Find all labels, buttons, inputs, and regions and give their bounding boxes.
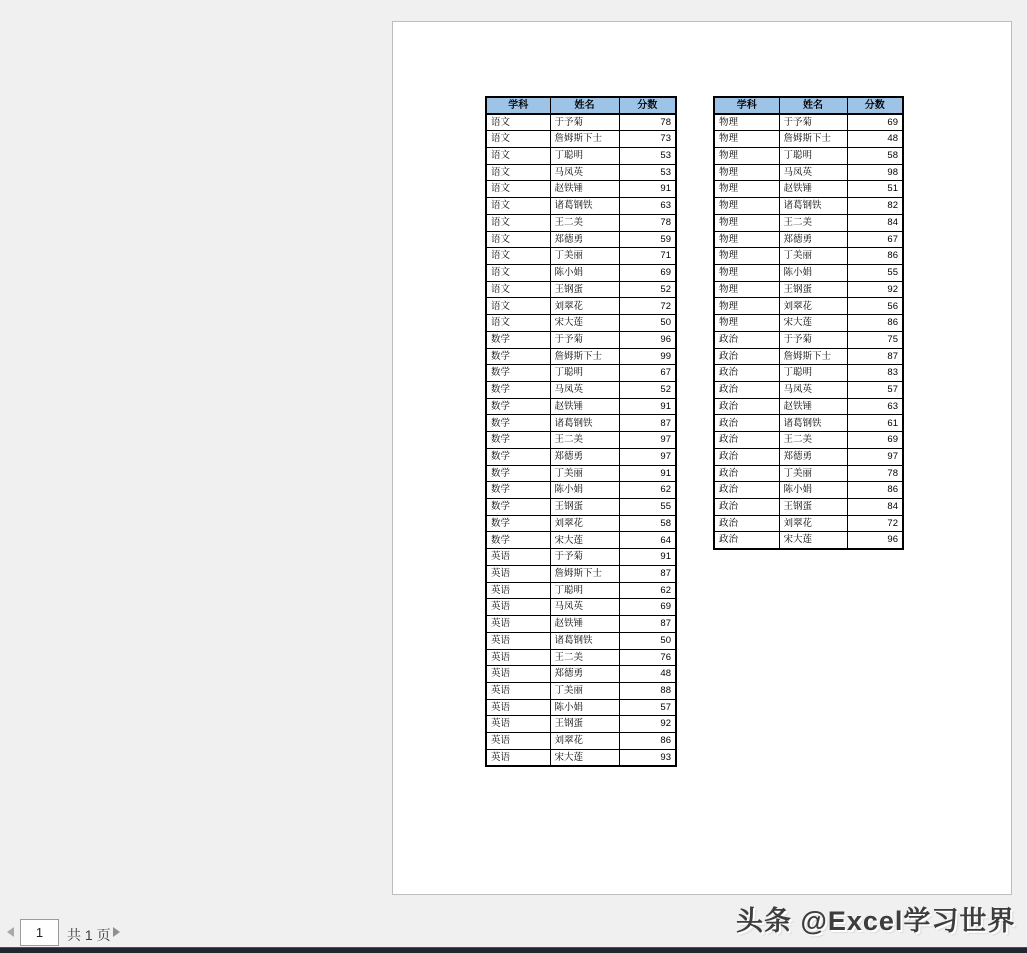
name-cell: 陈小娟	[550, 264, 619, 281]
table-row	[714, 131, 903, 148]
subject-cell: 政治	[714, 515, 779, 532]
subject-cell: 语文	[486, 131, 550, 148]
name-cell: 刘翠花	[779, 298, 847, 315]
name-cell: 王二美	[550, 432, 619, 449]
subject-cell: 政治	[714, 448, 779, 465]
table-row	[486, 198, 676, 215]
table-row	[486, 549, 676, 566]
subject-cell: 语文	[486, 181, 550, 198]
name-cell: 王钢蛋	[550, 281, 619, 298]
score-cell: 53	[619, 164, 676, 181]
table-row	[714, 365, 903, 382]
page-number-input[interactable]	[20, 919, 59, 946]
table-row	[486, 616, 676, 633]
score-cell: 72	[619, 298, 676, 315]
subject-cell: 语文	[486, 231, 550, 248]
table-row	[486, 682, 676, 699]
score-cell: 78	[847, 465, 903, 482]
name-cell: 王二美	[550, 649, 619, 666]
subject-cell: 英语	[486, 616, 550, 633]
name-cell: 诸葛钢铁	[779, 415, 847, 432]
name-cell: 马凤英	[550, 164, 619, 181]
table-row	[486, 733, 676, 750]
score-cell: 69	[847, 432, 903, 449]
score-cell: 97	[619, 448, 676, 465]
header-row	[714, 97, 903, 114]
score-cell: 48	[847, 131, 903, 148]
table-row	[714, 415, 903, 432]
name-cell: 宋大莲	[550, 749, 619, 766]
subject-cell: 数学	[486, 348, 550, 365]
subject-cell: 语文	[486, 164, 550, 181]
name-cell: 马凤英	[550, 599, 619, 616]
subject-cell: 物理	[714, 214, 779, 231]
name-cell: 于予菊	[779, 114, 847, 131]
name-cell: 郑德勇	[779, 448, 847, 465]
column-header: 分数	[619, 97, 676, 114]
score-cell: 87	[847, 348, 903, 365]
table-row	[714, 114, 903, 131]
subject-cell: 物理	[714, 114, 779, 131]
name-cell: 宋大莲	[550, 532, 619, 549]
table-row	[486, 649, 676, 666]
name-cell: 詹姆斯下士	[779, 348, 847, 365]
score-cell: 97	[847, 448, 903, 465]
score-cell: 97	[619, 432, 676, 449]
table-row	[486, 298, 676, 315]
score-cell: 73	[619, 131, 676, 148]
name-cell: 王二美	[779, 214, 847, 231]
column-header: 学科	[486, 97, 550, 114]
score-cell: 87	[619, 415, 676, 432]
subject-cell: 英语	[486, 582, 550, 599]
subject-cell: 数学	[486, 415, 550, 432]
page-navigator	[0, 916, 260, 948]
subject-cell: 物理	[714, 248, 779, 265]
name-cell: 刘翠花	[550, 515, 619, 532]
table-row	[714, 281, 903, 298]
watermark-text: 头条 @Excel学习世界	[736, 906, 1016, 936]
name-cell: 王钢蛋	[550, 716, 619, 733]
score-cell: 62	[619, 482, 676, 499]
name-cell: 丁聪明	[550, 582, 619, 599]
score-table-left	[485, 96, 677, 767]
score-cell: 92	[847, 281, 903, 298]
subject-cell: 数学	[486, 432, 550, 449]
subject-cell: 语文	[486, 315, 550, 332]
name-cell: 赵铁锤	[779, 398, 847, 415]
name-cell: 于予菊	[550, 114, 619, 131]
table-row	[486, 331, 676, 348]
subject-cell: 数学	[486, 465, 550, 482]
table-row	[486, 248, 676, 265]
name-cell: 于予菊	[550, 549, 619, 566]
name-cell: 诸葛钢铁	[779, 198, 847, 215]
score-table-right	[713, 96, 904, 550]
score-cell: 50	[619, 632, 676, 649]
table-row	[714, 164, 903, 181]
table-row	[486, 415, 676, 432]
subject-cell: 数学	[486, 499, 550, 516]
subject-cell: 数学	[486, 365, 550, 382]
column-header: 学科	[714, 97, 779, 114]
table-row	[714, 398, 903, 415]
name-cell: 王钢蛋	[550, 499, 619, 516]
score-cell: 64	[619, 532, 676, 549]
subject-cell: 英语	[486, 733, 550, 750]
subject-cell: 物理	[714, 181, 779, 198]
subject-cell: 英语	[486, 549, 550, 566]
name-cell: 丁聪明	[550, 365, 619, 382]
name-cell: 丁美丽	[550, 248, 619, 265]
score-cell: 52	[619, 382, 676, 399]
table-row	[486, 699, 676, 716]
score-cell: 51	[847, 181, 903, 198]
name-cell: 郑德勇	[550, 448, 619, 465]
score-cell: 63	[847, 398, 903, 415]
score-cell: 69	[619, 264, 676, 281]
score-cell: 55	[619, 499, 676, 516]
table-row	[714, 331, 903, 348]
name-cell: 马凤英	[550, 382, 619, 399]
name-cell: 郑德勇	[550, 231, 619, 248]
table-row	[714, 382, 903, 399]
name-cell: 马凤英	[779, 164, 847, 181]
name-cell: 王钢蛋	[779, 281, 847, 298]
subject-cell: 语文	[486, 214, 550, 231]
subject-cell: 语文	[486, 114, 550, 131]
header-row	[486, 97, 676, 114]
name-cell: 赵铁锤	[779, 181, 847, 198]
name-cell: 赵铁锤	[550, 181, 619, 198]
score-cell: 86	[847, 315, 903, 332]
subject-cell: 政治	[714, 331, 779, 348]
name-cell: 赵铁锤	[550, 398, 619, 415]
table-row	[486, 131, 676, 148]
subject-cell: 英语	[486, 666, 550, 683]
score-cell: 78	[619, 214, 676, 231]
subject-cell: 政治	[714, 465, 779, 482]
table-row	[486, 532, 676, 549]
table-row	[714, 298, 903, 315]
score-cell: 55	[847, 264, 903, 281]
score-cell: 96	[847, 532, 903, 549]
name-cell: 诸葛钢铁	[550, 632, 619, 649]
subject-cell: 英语	[486, 682, 550, 699]
name-cell: 丁聪明	[779, 147, 847, 164]
score-cell: 87	[619, 616, 676, 633]
score-cell: 69	[847, 114, 903, 131]
total-pages-label: 共 1 页	[67, 927, 111, 943]
score-cell: 72	[847, 515, 903, 532]
name-cell: 刘翠花	[550, 298, 619, 315]
score-cell: 87	[619, 565, 676, 582]
score-cell: 84	[847, 214, 903, 231]
subject-cell: 数学	[486, 482, 550, 499]
score-cell: 99	[619, 348, 676, 365]
table-row	[714, 214, 903, 231]
subject-cell: 政治	[714, 365, 779, 382]
table-row	[486, 582, 676, 599]
table-row	[486, 632, 676, 649]
name-cell: 詹姆斯下士	[550, 565, 619, 582]
table-row	[486, 231, 676, 248]
subject-cell: 政治	[714, 398, 779, 415]
subject-cell: 语文	[486, 298, 550, 315]
score-cell: 86	[619, 733, 676, 750]
table-row	[486, 348, 676, 365]
table-row	[714, 248, 903, 265]
score-cell: 61	[847, 415, 903, 432]
name-cell: 赵铁锤	[550, 616, 619, 633]
subject-cell: 英语	[486, 699, 550, 716]
table-row	[486, 465, 676, 482]
previous-page-icon[interactable]	[7, 927, 14, 937]
score-cell: 91	[619, 181, 676, 198]
column-header: 姓名	[779, 97, 847, 114]
table-row	[714, 181, 903, 198]
subject-cell: 物理	[714, 164, 779, 181]
name-cell: 于予菊	[779, 331, 847, 348]
name-cell: 马凤英	[779, 382, 847, 399]
window-bottom-edge	[0, 947, 1027, 953]
table-row	[486, 716, 676, 733]
name-cell: 詹姆斯下士	[550, 131, 619, 148]
subject-cell: 物理	[714, 281, 779, 298]
table-row	[486, 666, 676, 683]
table-row	[486, 482, 676, 499]
subject-cell: 物理	[714, 264, 779, 281]
name-cell: 郑德勇	[779, 231, 847, 248]
score-cell: 75	[847, 331, 903, 348]
table-row	[714, 499, 903, 516]
subject-cell: 数学	[486, 398, 550, 415]
name-cell: 王二美	[779, 432, 847, 449]
score-cell: 86	[847, 248, 903, 265]
table-row	[714, 264, 903, 281]
score-cell: 67	[619, 365, 676, 382]
table-row	[486, 365, 676, 382]
name-cell: 陈小娟	[550, 699, 619, 716]
score-cell: 91	[619, 465, 676, 482]
name-cell: 宋大莲	[779, 532, 847, 549]
name-cell: 于予菊	[550, 331, 619, 348]
table-row	[486, 749, 676, 766]
subject-cell: 英语	[486, 716, 550, 733]
subject-cell: 英语	[486, 649, 550, 666]
table-row	[486, 214, 676, 231]
table-row	[486, 499, 676, 516]
table-row	[714, 147, 903, 164]
subject-cell: 英语	[486, 749, 550, 766]
subject-cell: 物理	[714, 298, 779, 315]
subject-cell: 数学	[486, 532, 550, 549]
print-preview-page	[392, 21, 1012, 895]
name-cell: 郑德勇	[550, 666, 619, 683]
subject-cell: 英语	[486, 565, 550, 582]
score-cell: 59	[619, 231, 676, 248]
table-row	[486, 147, 676, 164]
table-row	[486, 599, 676, 616]
table-row	[486, 315, 676, 332]
name-cell: 丁聪明	[550, 147, 619, 164]
subject-cell: 政治	[714, 348, 779, 365]
score-cell: 91	[619, 398, 676, 415]
subject-cell: 英语	[486, 599, 550, 616]
subject-cell: 数学	[486, 448, 550, 465]
subject-cell: 政治	[714, 482, 779, 499]
score-cell: 86	[847, 482, 903, 499]
name-cell: 丁美丽	[550, 682, 619, 699]
table-row	[714, 448, 903, 465]
name-cell: 丁美丽	[550, 465, 619, 482]
subject-cell: 政治	[714, 432, 779, 449]
score-cell: 83	[847, 365, 903, 382]
subject-cell: 物理	[714, 315, 779, 332]
subject-cell: 政治	[714, 499, 779, 516]
subject-cell: 政治	[714, 532, 779, 549]
subject-cell: 政治	[714, 382, 779, 399]
table-row	[714, 432, 903, 449]
table-row	[714, 465, 903, 482]
table-row	[486, 264, 676, 281]
subject-cell: 物理	[714, 231, 779, 248]
name-cell: 王钢蛋	[779, 499, 847, 516]
score-cell: 92	[619, 716, 676, 733]
subject-cell: 英语	[486, 632, 550, 649]
score-cell: 57	[619, 699, 676, 716]
subject-cell: 政治	[714, 415, 779, 432]
table-row	[714, 231, 903, 248]
name-cell: 陈小娟	[779, 482, 847, 499]
column-header: 姓名	[550, 97, 619, 114]
table-row	[486, 281, 676, 298]
name-cell: 陈小娟	[550, 482, 619, 499]
name-cell: 刘翠花	[550, 733, 619, 750]
subject-cell: 数学	[486, 382, 550, 399]
score-cell: 93	[619, 749, 676, 766]
table-row	[486, 382, 676, 399]
score-cell: 69	[619, 599, 676, 616]
table-row	[714, 532, 903, 549]
subject-cell: 数学	[486, 515, 550, 532]
name-cell: 陈小娟	[779, 264, 847, 281]
subject-cell: 物理	[714, 147, 779, 164]
score-cell: 52	[619, 281, 676, 298]
subject-cell: 物理	[714, 198, 779, 215]
score-cell: 82	[847, 198, 903, 215]
table-row	[714, 315, 903, 332]
score-cell: 71	[619, 248, 676, 265]
subject-cell: 语文	[486, 248, 550, 265]
name-cell: 王二美	[550, 214, 619, 231]
score-cell: 76	[619, 649, 676, 666]
name-cell: 丁美丽	[779, 248, 847, 265]
subject-cell: 语文	[486, 147, 550, 164]
score-cell: 58	[847, 147, 903, 164]
score-cell: 63	[619, 198, 676, 215]
score-cell: 91	[619, 549, 676, 566]
score-cell: 53	[619, 147, 676, 164]
table-row	[486, 432, 676, 449]
name-cell: 詹姆斯下士	[779, 131, 847, 148]
score-cell: 96	[619, 331, 676, 348]
table-row	[486, 181, 676, 198]
subject-cell: 物理	[714, 131, 779, 148]
table-row	[486, 398, 676, 415]
score-cell: 62	[619, 582, 676, 599]
score-cell: 84	[847, 499, 903, 516]
name-cell: 诸葛钢铁	[550, 415, 619, 432]
table-row	[486, 164, 676, 181]
subject-cell: 数学	[486, 331, 550, 348]
table-row	[714, 482, 903, 499]
next-page-icon[interactable]	[113, 927, 120, 937]
score-cell: 57	[847, 382, 903, 399]
score-cell: 50	[619, 315, 676, 332]
column-header: 分数	[847, 97, 903, 114]
name-cell: 宋大莲	[779, 315, 847, 332]
subject-cell: 语文	[486, 264, 550, 281]
table-row	[486, 114, 676, 131]
table-row	[486, 515, 676, 532]
table-row	[486, 448, 676, 465]
name-cell: 刘翠花	[779, 515, 847, 532]
name-cell: 丁聪明	[779, 365, 847, 382]
table-row	[714, 198, 903, 215]
subject-cell: 语文	[486, 281, 550, 298]
name-cell: 丁美丽	[779, 465, 847, 482]
score-cell: 67	[847, 231, 903, 248]
table-row	[714, 348, 903, 365]
subject-cell: 语文	[486, 198, 550, 215]
score-cell: 48	[619, 666, 676, 683]
score-cell: 56	[847, 298, 903, 315]
name-cell: 诸葛钢铁	[550, 198, 619, 215]
score-cell: 88	[619, 682, 676, 699]
score-cell: 98	[847, 164, 903, 181]
score-cell: 78	[619, 114, 676, 131]
score-cell: 58	[619, 515, 676, 532]
name-cell: 宋大莲	[550, 315, 619, 332]
table-row	[714, 515, 903, 532]
name-cell: 詹姆斯下士	[550, 348, 619, 365]
table-row	[486, 565, 676, 582]
